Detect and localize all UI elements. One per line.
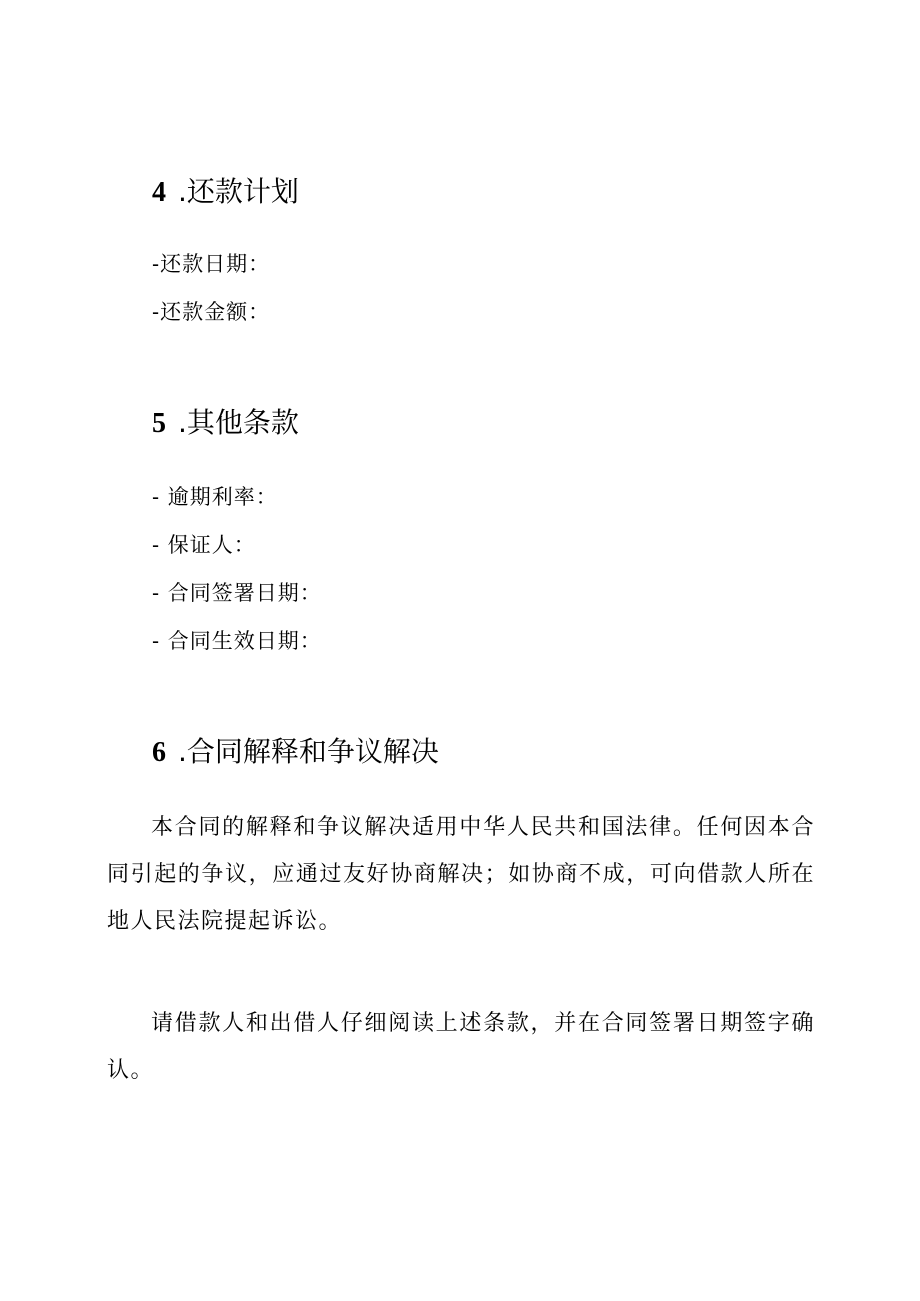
closing-paragraph: 请借款人和出借人仔细阅读上述条款，并在合同签署日期签字确认。 <box>107 1011 815 1083</box>
section-6-heading <box>152 734 439 771</box>
repayment-date-field: -还款日期： <box>152 252 271 276</box>
section-title: .合同解释和争议解决 <box>178 735 439 768</box>
guarantor-field: - 保证人： <box>152 533 256 557</box>
section-5-heading <box>152 405 299 442</box>
section-title: .其他条款 <box>178 406 299 439</box>
section-4-heading <box>152 174 299 211</box>
dispute-resolution-paragraph: 本合同的解释和争议解决适用中华人民共和国法律。任何因本合同引起的争议，应通过友好协商解决；如协商不成，可向借款人所在地人民法院提起诉讼。 <box>107 815 815 934</box>
repayment-amount-field: -还款金额： <box>152 300 271 324</box>
section-number: 5 <box>152 408 166 439</box>
section-number: 4 <box>152 177 166 208</box>
contract-signing-date-field: - 合同签署日期： <box>152 581 322 605</box>
contract-effective-date-field: - 合同生效日期： <box>152 629 322 653</box>
section-number: 6 <box>152 737 166 768</box>
section-title: .还款计划 <box>178 175 299 208</box>
overdue-rate-field: - 逾期利率： <box>152 485 278 509</box>
